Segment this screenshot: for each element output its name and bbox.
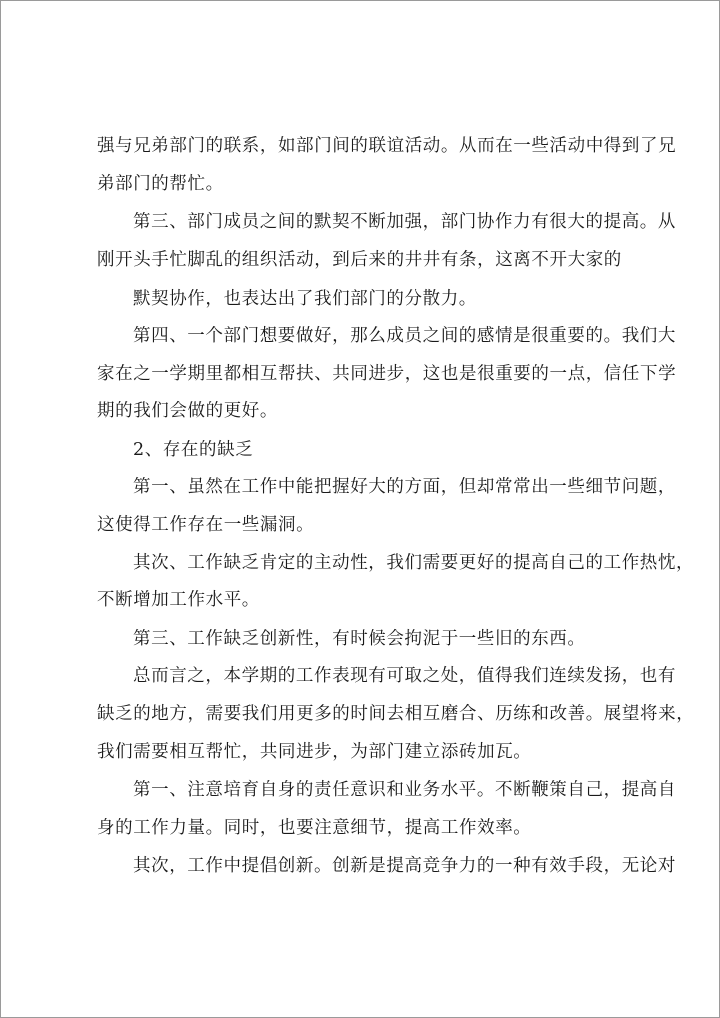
text-line: 期的我们会做的更好。 (97, 401, 278, 421)
text-line: 这使得工作存在一些漏洞。 (97, 515, 315, 535)
text-line: 默契协作，也表达出了我们部门的分散力。 (133, 289, 477, 309)
text-line: 缺乏的地方，需要我们用更多的时间去相互磨合、历练和改善。展望将来， (97, 704, 695, 724)
text-line: 其次，工作中提倡创新。创新是提高竞争力的一种有效手段，无论对 (133, 856, 676, 876)
text-line: 第四、一个部门想要做好，那么成员之间的感情是很重要的。我们大 (133, 326, 676, 346)
text-line: 强与兄弟部门的联系，如部门间的联谊活动。从而在一些活动中得到了兄 (97, 136, 677, 156)
section-heading: 2、存在的缺乏 (133, 440, 254, 460)
text-line: 我们需要相互帮忙，共同进步，为部门建立添砖加瓦。 (97, 742, 532, 762)
text-line: 不断增加工作水平。 (97, 590, 260, 610)
text-line: 家在之一学期里都相互帮扶、共同进步，这也是很重要的一点，信任下学 (97, 364, 677, 384)
text-line: 其次、工作缺乏肯定的主动性，我们需要更好的提高自己的工作热忱， (133, 553, 695, 573)
text-line: 刚开头手忙脚乱的组织活动，到后来的井井有条，这离不开大家的 (97, 250, 622, 270)
text-line: 第一、虽然在工作中能把握好大的方面，但却常常出一些细节问题， (133, 477, 676, 497)
text-line: 第三、工作缺乏创新性，有时候会拘泥于一些旧的东西。 (133, 629, 586, 649)
text-line: 第一、注意培育自身的责任意识和业务水平。不断鞭策自己，提高自 (133, 780, 676, 800)
text-line: 第三、部门成员之间的默契不断加强，部门协作力有很大的提高。从 (133, 212, 676, 232)
text-line: 身的工作力量。同时，也要注意细节，提高工作效率。 (97, 818, 532, 838)
text-line: 弟部门的帮忙。 (97, 174, 224, 194)
text-line: 总而言之，本学期的工作表现有可取之处，值得我们连续发扬，也有 (133, 666, 676, 686)
